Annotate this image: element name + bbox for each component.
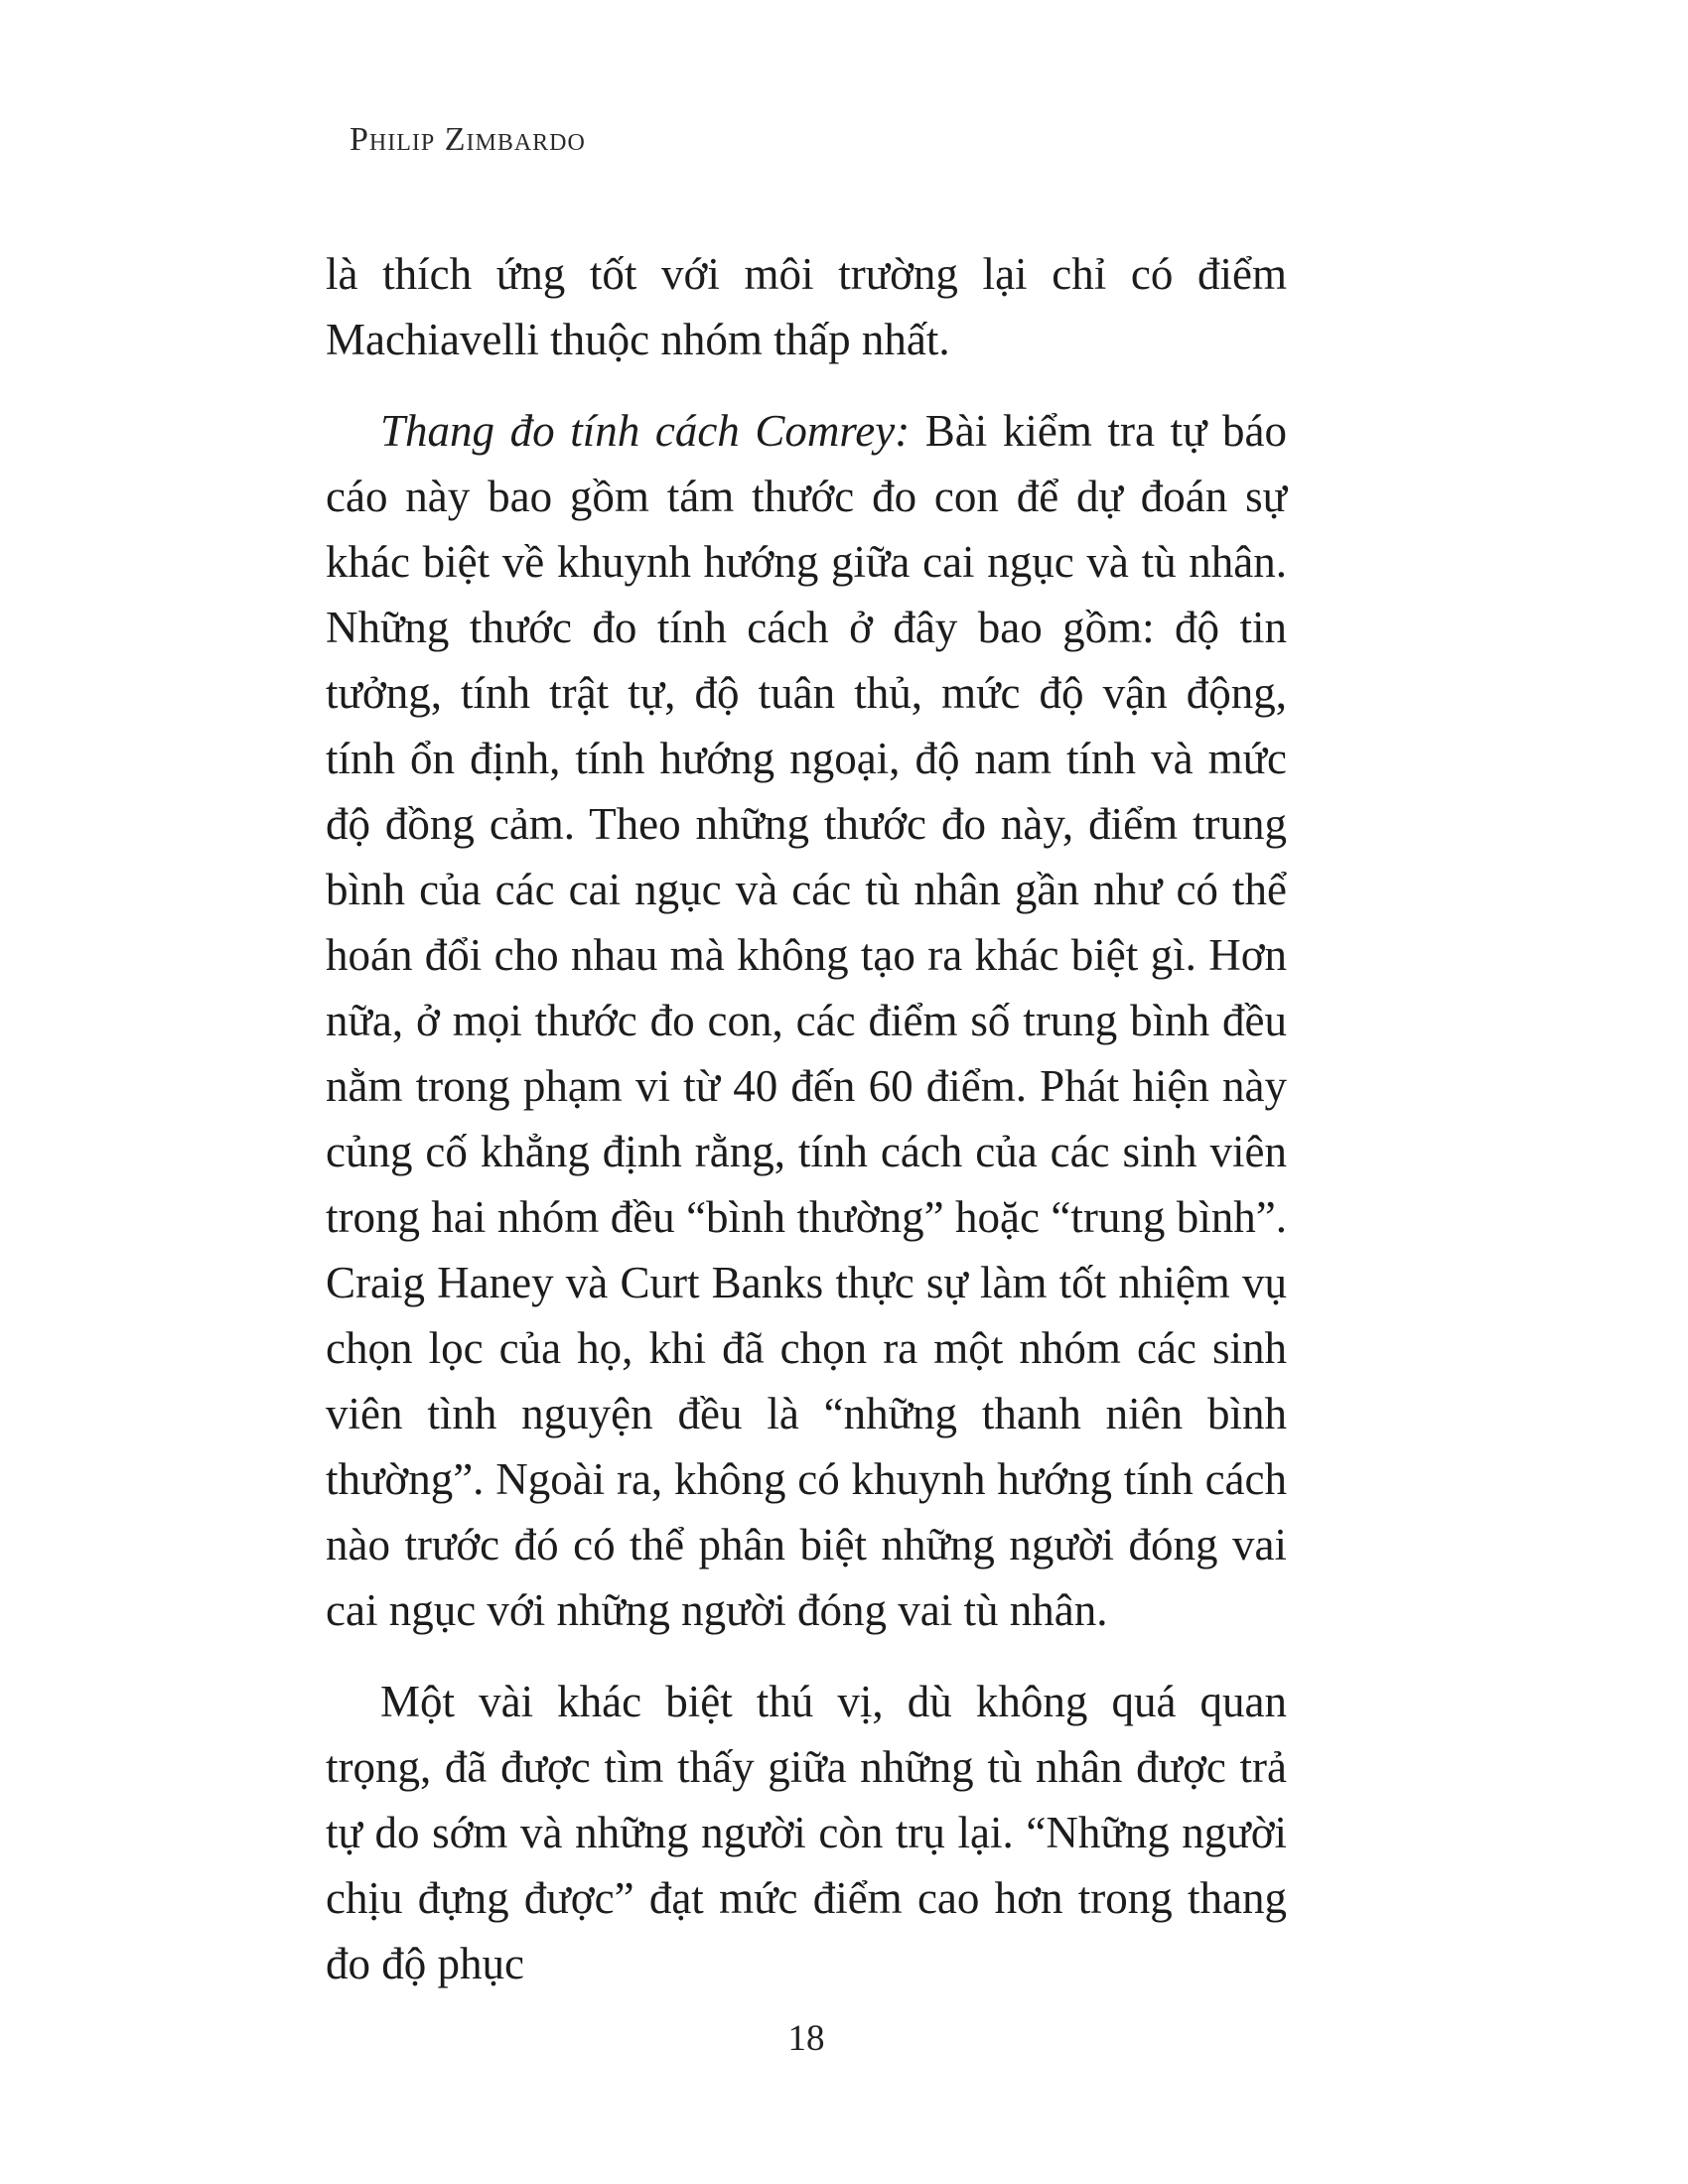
paragraph-differences xyxy=(326,1669,1287,1996)
paragraph-text: Bài kiểm tra tự báo cáo này bao gồm tám thước đo con để dự đoán sự khác biệt về khuynh hướng giữa cai ngục và tù nhân. Những thước đo tính cách ở đây bao gồm: độ tin tưởng, tính trật tự, độ tuân thủ, mức độ vận động, tính ổn định, tính hướng ngoại, độ nam tính và mức độ đồng cảm. Theo những thước đo này, điểm trung bình của các cai ngục và các tù nhân gần như có thể hoán đổi cho nhau mà không tạo ra khác biệt gì. Hơn nữa, ở mọi thước đo con, các điểm số trung bình đều nằm trong phạm vi từ 40 đến 60 điểm. Phát hiện này củng cố khẳng định rằng, tính cách của các sinh viên trong hai nhóm đều “bình thường” hoặc “trung bình”. Craig Haney và Curt Banks thực sự làm tốt nhiệm vụ chọn lọc của họ, khi đã chọn ra một nhóm các sinh viên tình nguyện đều là “những thanh niên bình thường”. Ngoài ra, không có khuynh hướng tính cách nào trước đó có thể phân biệt những người đóng vai cai ngục với những người đóng vai tù nhân. xyxy=(326,406,1288,1635)
paragraph-continuation xyxy=(326,241,1287,372)
page-number: 18 xyxy=(787,2018,825,2059)
paragraph-comrey-scale xyxy=(326,398,1287,1643)
running-header: Philip Zimbardo xyxy=(350,121,586,158)
paragraph-text: là thích ứng tốt với môi trường lại chỉ có điểm Machiavelli thuộc nhóm thấp nhất. xyxy=(326,249,1287,364)
body-text xyxy=(326,241,1287,1996)
paragraph-lead-in-italic: Thang đo tính cách Comrey: xyxy=(380,406,911,456)
paragraph-text: Một vài khác biệt thú vị, dù không quá quan trọng, đã được tìm thấy giữa những tù nhân được trả tự do sớm và những người còn trụ lại. “Những người chịu đựng được” đạt mức điểm cao hơn trong thang đo độ phục xyxy=(326,1677,1287,1988)
